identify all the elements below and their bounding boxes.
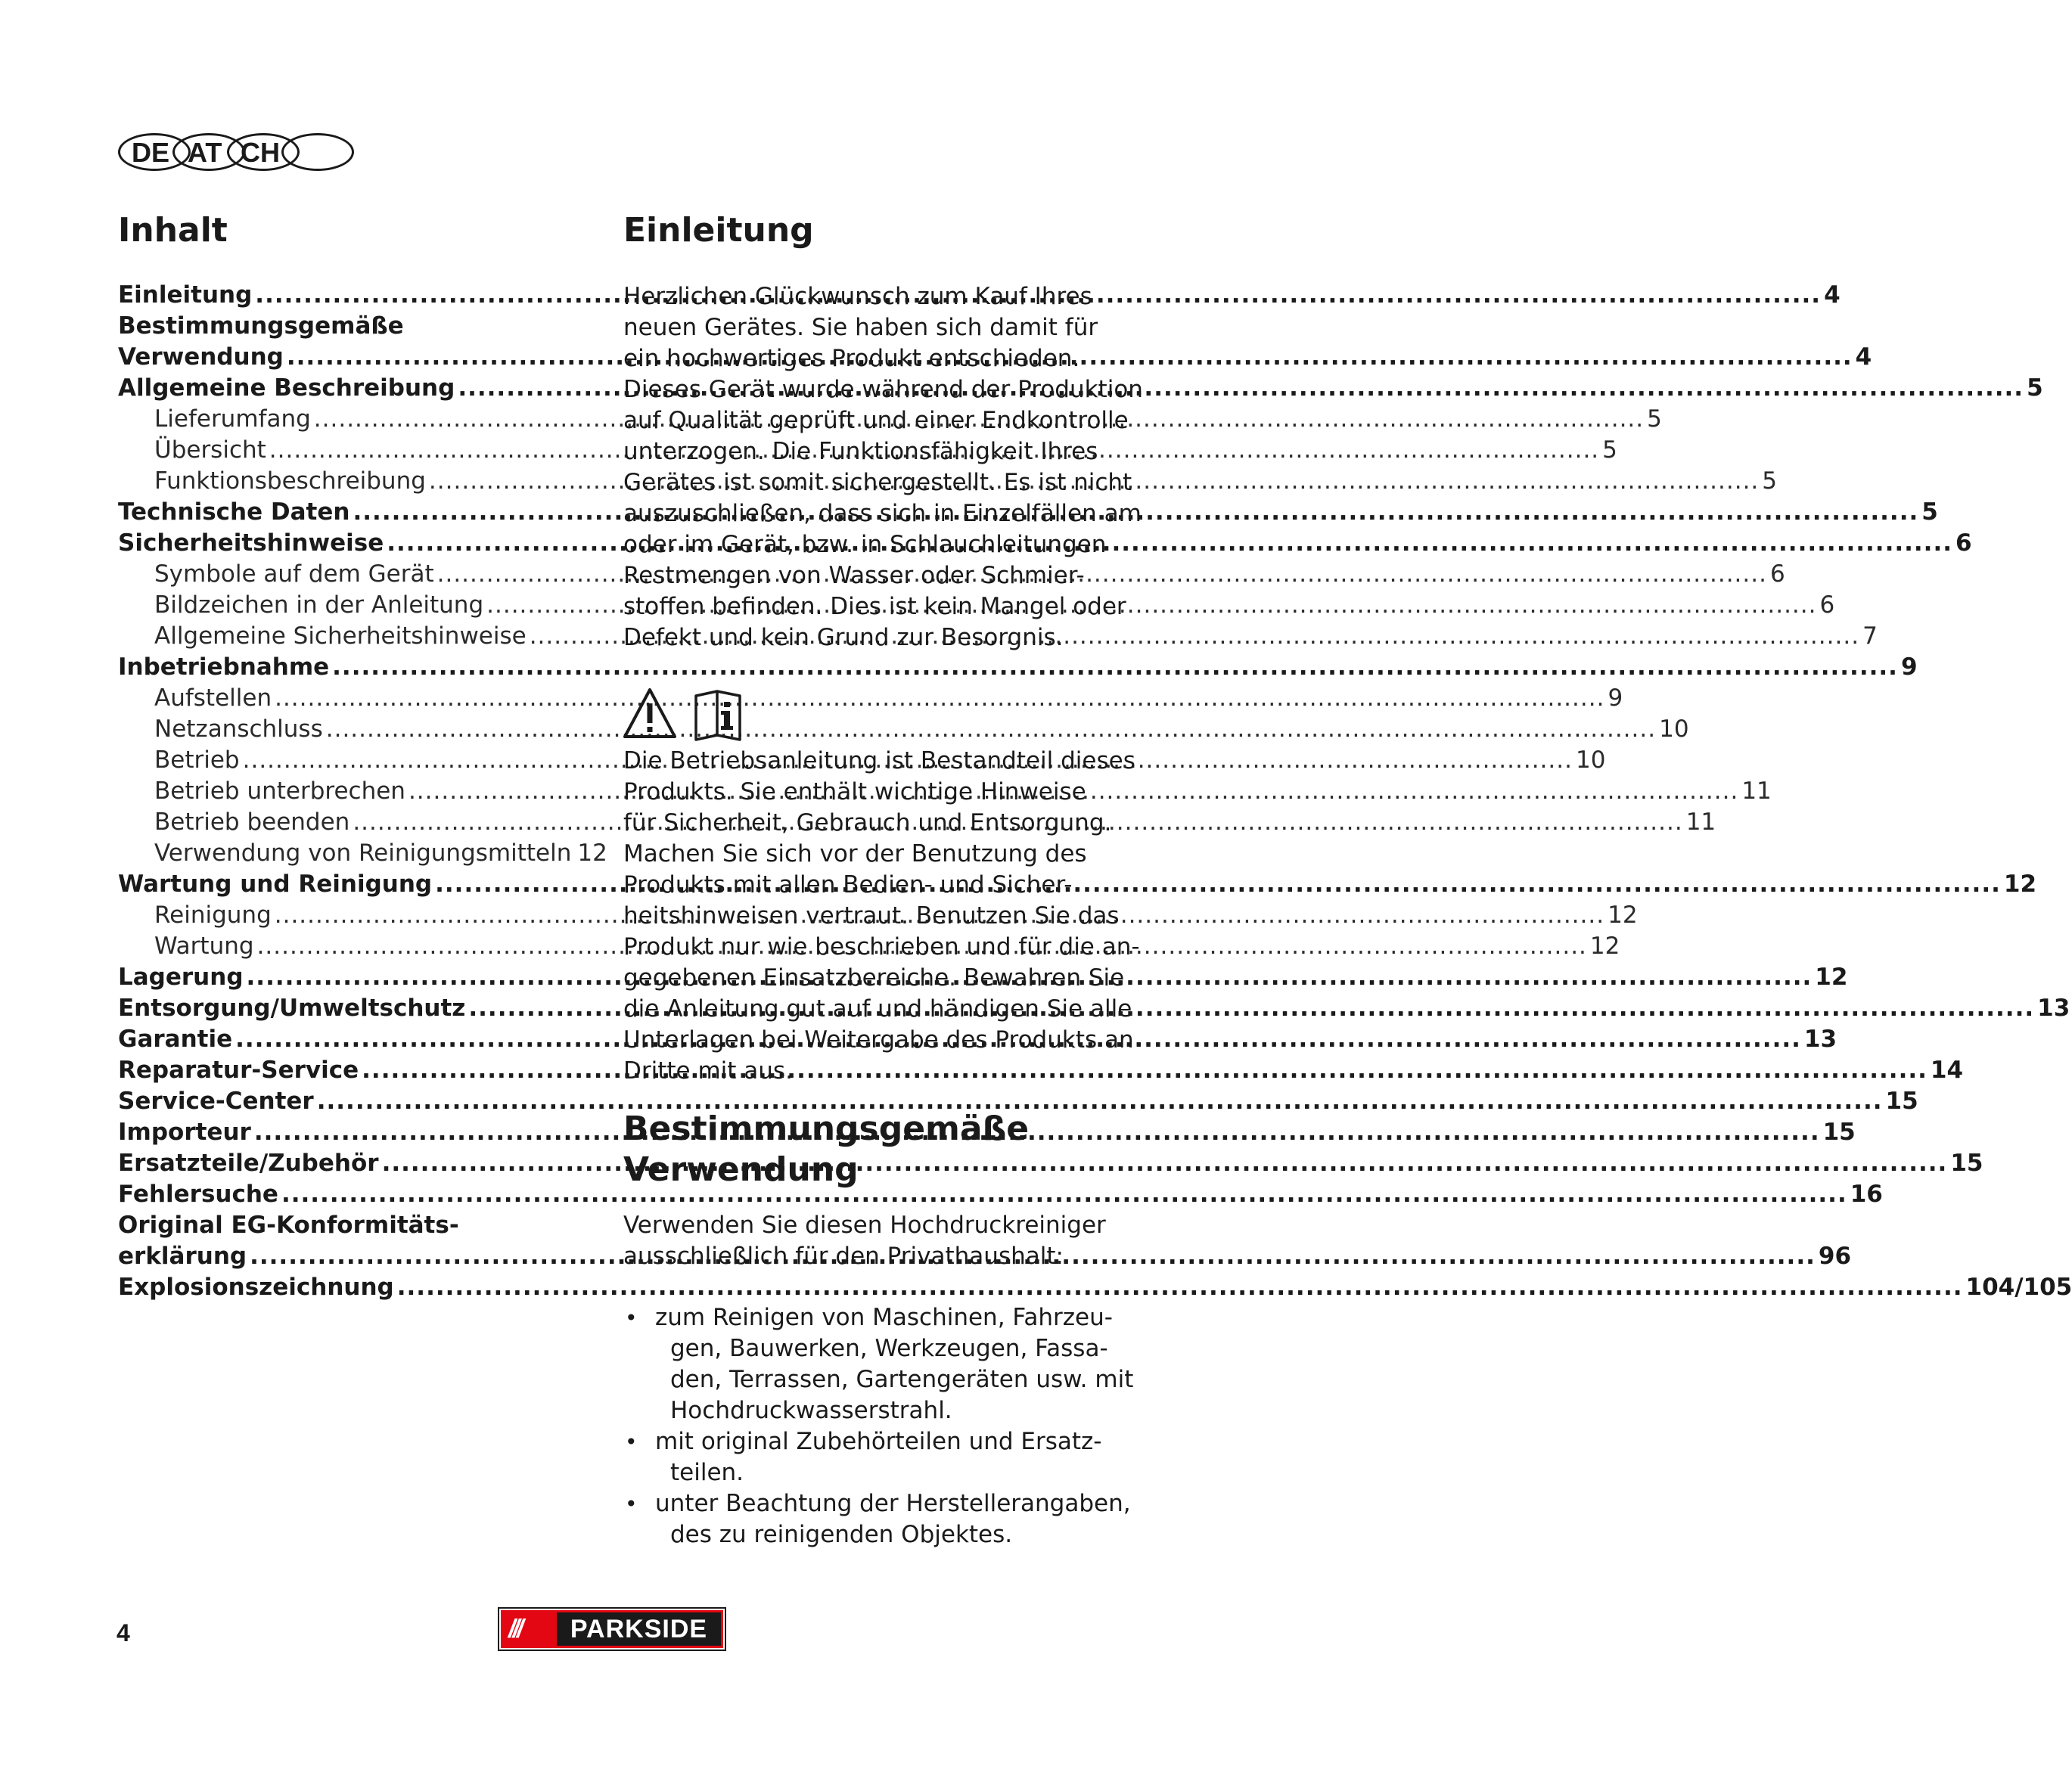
toc-entry-page: 6 (1819, 591, 1835, 619)
list-item-line: teilen. (670, 1459, 744, 1486)
country-oval-empty (281, 133, 354, 171)
toc-entry-page: 4 (1824, 281, 1841, 309)
usage-title-line2: Verwendung (623, 1150, 859, 1189)
text-line: Machen Sie sich vor der Benutzung des (623, 840, 1087, 867)
text-line: stoffen befinden. Dies ist kein Mangel oder (623, 593, 1126, 620)
logo-brand-text: PARKSIDE (570, 1614, 708, 1643)
text-line: auf Qualität geprüft und einer Endkontrolle (623, 407, 1129, 434)
toc-entry-title: Lagerung (118, 964, 244, 991)
toc-entry-page: 104/105 (1965, 1274, 2072, 1301)
text-line: ausschließlich für den Privathaushalt: (623, 1243, 1064, 1270)
text-line: oder im Gerät, bzw. in Schlauchleitungen (623, 531, 1107, 558)
toc-entry-title: Allgemeine Beschreibung (118, 374, 455, 402)
list-item (623, 1426, 1107, 1488)
toc-entry-title: Reparatur-Service (118, 1057, 359, 1084)
toc-entry-title: erklärung (118, 1243, 247, 1270)
toc-entry-title: Explosionszeichnung (118, 1274, 394, 1301)
usage-title (623, 1109, 1107, 1190)
toc-entry-page: 13 (1803, 1026, 1837, 1053)
toc-entry-title: Service-Center (118, 1088, 314, 1115)
parkside-logo (499, 1609, 725, 1650)
toc-entry-page: 5 (1762, 467, 1778, 495)
toc-entry-title: Sicherheitshinweise (118, 529, 384, 557)
toc-entry-page: 11 (1685, 808, 1716, 836)
toc-entry-page: 11 (1741, 777, 1772, 805)
toc-entry-page: 5 (1647, 405, 1662, 433)
text-line: gegebenen Einsatzbereiche. Bewahren Sie (623, 964, 1125, 992)
bullet-dot-icon: • (625, 1429, 638, 1454)
toc-entry-title: Ersatzteile/Zubehör (118, 1150, 379, 1177)
toc-entry (118, 312, 599, 343)
toc-entry (118, 1181, 1883, 1212)
toc-subentry (118, 839, 607, 871)
toc-entry-page: 6 (1769, 560, 1785, 588)
text-line: Dieses Gerät wurde während der Produktion (623, 376, 1143, 403)
usage-title-line1: Bestimmungsgemäße (623, 1110, 1030, 1148)
text-line: Verwenden Sie diesen Hochdruckreiniger (623, 1212, 1106, 1239)
toc-entry-title: Allgemeine Sicherheitshinweise (154, 622, 527, 650)
toc-entry-page: 5 (1921, 498, 1938, 526)
manual-paragraph (623, 746, 1140, 1087)
page-number: 4 (116, 1619, 130, 1646)
toc-entry-title: Fehlersuche (118, 1181, 278, 1208)
text-line: Produkts. Sie enthält wichtige Hinweise (623, 778, 1086, 805)
toc-entry-title: Entsorgung/Umweltschutz (118, 995, 466, 1022)
usage-intro (623, 1210, 1107, 1272)
toc-leader-dots (275, 684, 1604, 712)
list-item-line: zum Reinigen von Maschinen, Fahrzeu- (655, 1304, 1113, 1331)
text-line: Restmengen von Wasser oder Schmier- (623, 562, 1085, 589)
toc-entry-page: 12 (2003, 871, 2037, 898)
toc-entry-page: 12 (1608, 902, 1638, 929)
toc-entry-title: Wartung (154, 933, 254, 960)
toc-entry (118, 1088, 1918, 1119)
toc-entry-page: 10 (1659, 715, 1689, 743)
toc-entry (118, 1274, 2072, 1305)
toc-entry-title: Verwendung (118, 343, 284, 371)
toc-entry-title: Einleitung (118, 281, 253, 309)
list-item-line: des zu reinigenden Objektes. (670, 1521, 1013, 1548)
toc-entry-title: Betrieb (154, 746, 240, 774)
country-code-at: AT (188, 137, 222, 168)
toc-entry-page: 14 (1930, 1057, 1964, 1084)
toc-entry-title: Original EG-Konformitäts- (118, 1212, 459, 1239)
toc-entry-page: 5 (1602, 436, 1617, 464)
text-line: neuen Gerätes. Sie haben sich damit für (623, 314, 1098, 341)
toc-leader-dots (382, 1150, 1948, 1177)
toc-entry-page: 15 (1885, 1088, 1918, 1115)
text-line: Herzlichen Glückwunsch zum Kauf Ihres (623, 283, 1092, 310)
toc-entry-title: Wartung und Reinigung (118, 871, 433, 898)
toc-entry-title: Betrieb unterbrechen (154, 777, 405, 805)
list-item-line: mit original Zubehörteilen und Ersatz- (655, 1428, 1102, 1455)
toc-entry-title: Bestimmungsgemäße (118, 312, 404, 340)
toc-subentry (118, 715, 1689, 746)
text-line: Unterlagen bei Weitergabe des Produkts an (623, 1026, 1134, 1054)
toc-entry (118, 653, 1918, 684)
toc-leader-dots (326, 715, 1656, 743)
text-line: Gerätes ist somit sichergestellt. Es ist nicht (623, 469, 1132, 496)
toc-entry-page: 5 (2027, 374, 2043, 402)
toc-entry-title: Verwendung von Reinigungsmitteln (154, 839, 572, 867)
text-line: Produkt nur wie beschrieben und für die an- (623, 933, 1140, 961)
toc-entry-title: Lieferumfang (154, 405, 311, 433)
logo-box (557, 1612, 721, 1646)
toc-entry-page: 9 (1900, 653, 1918, 681)
text-line: Die Betriebsanleitung ist Bestandteil dieses (623, 747, 1135, 774)
bullet-dot-icon: • (625, 1305, 638, 1330)
toc-entry-title: Bildzeichen in der Anleitung (154, 591, 484, 619)
bullet-dot-icon: • (625, 1491, 638, 1516)
country-code-ch: CH (241, 137, 280, 168)
toc-entry-page: 12 (577, 839, 607, 867)
list-item (623, 1302, 1134, 1426)
list-item-line: Hochdruckwasserstrahl. (670, 1397, 952, 1424)
toc-entry-title: Importeur (118, 1119, 251, 1146)
intro-paragraph (623, 281, 1143, 653)
text-line: Dritte mit aus. (623, 1057, 793, 1085)
toc-entry-title: Reinigung (154, 902, 272, 929)
toc-entry-page: 6 (1956, 529, 1972, 557)
toc-entry-title: Aufstellen (154, 684, 272, 712)
country-badge (118, 130, 354, 175)
list-item-line: gen, Bauwerken, Werkzeugen, Fassa- (670, 1335, 1108, 1362)
toc-entry-page: 7 (1862, 622, 1878, 650)
toc-subentry (118, 684, 1623, 715)
symbol-row (623, 687, 767, 741)
toc-leader-dots (387, 529, 1952, 557)
list-item-line: den, Terrassen, Gartengeräten usw. mit (670, 1366, 1134, 1393)
toc-entry-title: Netzanschluss (154, 715, 323, 743)
toc-leader-dots (332, 653, 1898, 681)
text-line: die Anleitung gut auf und händigen Sie alle (623, 995, 1132, 1023)
text-line: ein hochwertiges Produkt entschieden. (623, 345, 1080, 372)
toc-entry-title: Symbole auf dem Gerät (154, 560, 434, 588)
toc-entry-page: 13 (2037, 995, 2070, 1022)
toc-entry-title: Übersicht (154, 436, 266, 464)
toc-entry-page: 15 (1822, 1119, 1856, 1146)
toc-entry-page: 12 (1815, 964, 1848, 991)
text-line: heitshinweisen vertraut. Benutzen Sie das (623, 902, 1120, 930)
toc-entry-page: 9 (1608, 684, 1623, 712)
usage-bullet-list (623, 1302, 1134, 1550)
toc-entry-page: 96 (1818, 1243, 1852, 1270)
text-line: unterzogen. Die Funktionsfähigkeit Ihres (623, 438, 1098, 465)
text-line: für Sicherheit, Gebrauch und Entsorgung. (623, 809, 1112, 836)
list-item-line: unter Beachtung der Herstellerangaben, (655, 1490, 1131, 1517)
toc-entry-title: Technische Daten (118, 498, 350, 526)
toc-entry-title: Garantie (118, 1026, 233, 1053)
toc-entry-page: 4 (1855, 343, 1872, 371)
toc-entry (118, 1212, 599, 1243)
list-item (623, 1488, 1131, 1550)
toc-entry-title: Inbetriebnahme (118, 653, 330, 681)
toc-entry-title: Betrieb beenden (154, 808, 350, 836)
toc-entry-page: 15 (1950, 1150, 1983, 1177)
toc-title: Inhalt (118, 211, 228, 250)
read-manual-icon (696, 691, 740, 740)
warning-triangle-icon (625, 690, 675, 737)
warning-manual-icons (623, 687, 767, 741)
logo-slashes: /// (508, 1614, 521, 1643)
toc-entry-page: 10 (1575, 746, 1606, 774)
text-line: Produkts mit allen Bedien- und Sicher- (623, 871, 1073, 898)
text-line: auszuschließen, dass sich in Einzelfällen am (623, 500, 1142, 527)
toc-entry-title: Funktionsbeschreibung (154, 467, 426, 495)
toc-leader-dots (397, 1274, 1963, 1301)
text-line: Defekt und kein Grund zur Besorgnis. (623, 624, 1064, 651)
toc-leader-dots (362, 1057, 1928, 1084)
intro-title: Einleitung (623, 211, 814, 250)
country-code-de: DE (132, 137, 170, 168)
toc-entry-page: 12 (1589, 933, 1620, 960)
toc-entry-page: 16 (1850, 1181, 1883, 1208)
